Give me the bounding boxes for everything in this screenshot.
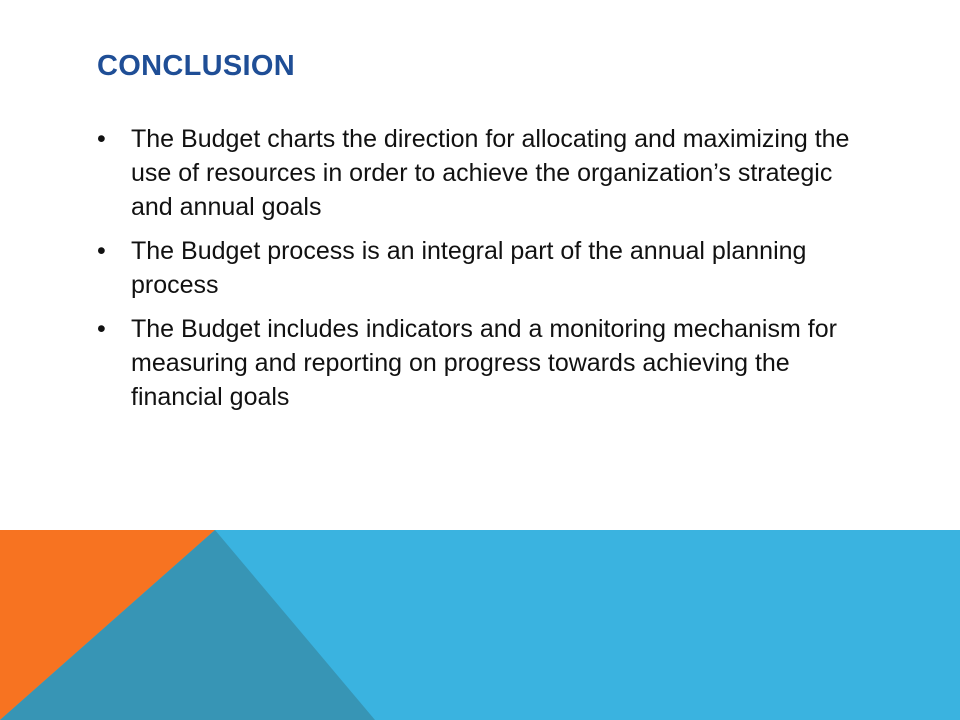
bullet-text: The Budget includes indicators and a monitoring mechanism for measuring and reporting on progress towards achieving the financial goals	[131, 315, 837, 411]
bullet-text: The Budget charts the direction for allocating and maximizing the use of resources in order to achieve the organization’s strategic and annual goals	[131, 125, 850, 221]
decorative-footer-band	[0, 530, 960, 720]
bullet-icon: •	[97, 315, 106, 343]
bullet-text: The Budget process is an integral part of the annual planning process	[131, 237, 807, 299]
bullet-list	[97, 122, 877, 424]
bullet-item	[97, 234, 877, 302]
bullet-icon: •	[97, 125, 106, 153]
bullet-item	[97, 312, 877, 414]
bullet-item	[97, 122, 877, 224]
slide-title: CONCLUSION	[97, 50, 295, 82]
bullet-icon: •	[97, 237, 106, 265]
